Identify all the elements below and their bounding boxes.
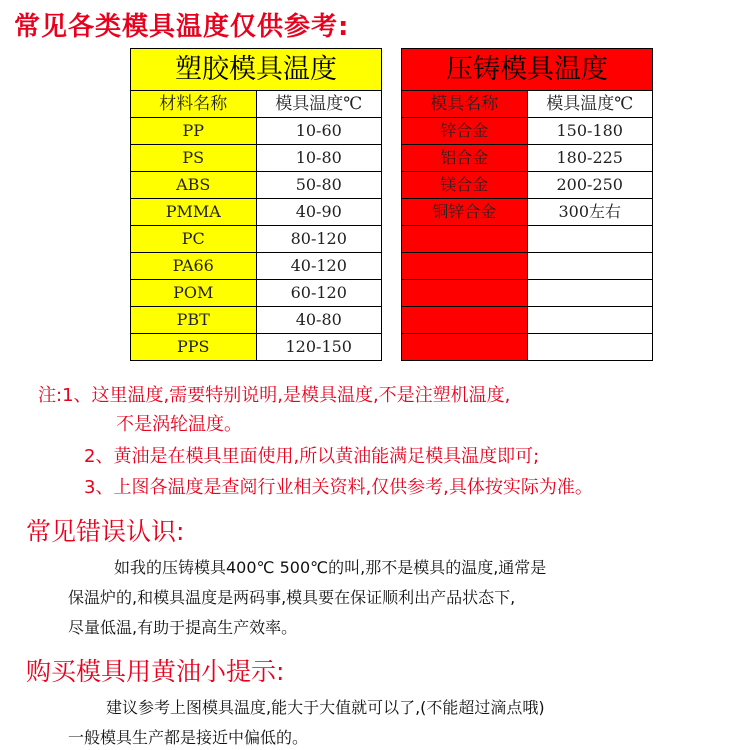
material-cell: 铜锌合金 (402, 199, 528, 226)
temp-cell (527, 226, 653, 253)
temp-cell: 180-225 (527, 145, 653, 172)
table-row (131, 199, 382, 226)
table-row (402, 118, 653, 145)
note-line-2: 2、黄油是在模具里面使用,所以黄油能满足模具温度即可; (84, 446, 540, 467)
temp-cell (527, 307, 653, 334)
diecast-mold-temp-table (401, 48, 653, 361)
temp-cell: 40-80 (256, 307, 382, 334)
table-row (402, 145, 653, 172)
tips-line-2: 一般模具生产都是接近中偏低的。 (68, 728, 309, 747)
material-cell: 镁合金 (402, 172, 528, 199)
material-cell: ABS (131, 172, 257, 199)
table-row (402, 307, 653, 334)
temp-cell: 300左右 (527, 199, 653, 226)
note-line-1b: 不是涡轮温度。 (116, 414, 242, 435)
col-header-material: 材料名称 (131, 91, 257, 118)
temp-cell: 80-120 (256, 226, 382, 253)
temp-cell: 10-80 (256, 145, 382, 172)
table-row (402, 280, 653, 307)
material-cell: 锌合金 (402, 118, 528, 145)
temp-cell: 200-250 (527, 172, 653, 199)
table-row (131, 172, 382, 199)
tips-line-1: 建议参考上图模具温度,能大于大值就可以了,(不能超过滴点哦) (106, 698, 545, 717)
table-row (131, 253, 382, 280)
diecast-table-title: 压铸模具温度 (402, 49, 653, 91)
temp-cell (527, 253, 653, 280)
table-row (131, 145, 382, 172)
table-row (402, 334, 653, 361)
table-row (131, 226, 382, 253)
material-cell (402, 280, 528, 307)
misconception-heading: 常见错误认识: (26, 517, 185, 546)
material-cell: PP (131, 118, 257, 145)
material-cell: 铝合金 (402, 145, 528, 172)
material-cell: PS (131, 145, 257, 172)
temp-cell: 40-120 (256, 253, 382, 280)
misconception-line-2: 保温炉的,和模具温度是两码事,模具要在保证顺利出产品状态下, (68, 588, 516, 607)
material-cell: PPS (131, 334, 257, 361)
col-header-mold: 模具名称 (402, 91, 528, 118)
temp-cell: 60-120 (256, 280, 382, 307)
col-header-temp: 模具温度℃ (527, 91, 653, 118)
temp-cell: 10-60 (256, 118, 382, 145)
table-header-row (131, 49, 382, 91)
misconception-line-3: 尽量低温,有助于提高生产效率。 (68, 618, 298, 637)
table-row (402, 253, 653, 280)
tips-heading: 购买模具用黄油小提示: (26, 657, 285, 686)
material-cell (402, 253, 528, 280)
material-cell (402, 307, 528, 334)
col-header-temp: 模具温度℃ (256, 91, 382, 118)
temp-cell (527, 334, 653, 361)
plastic-table-title: 塑胶模具温度 (131, 49, 382, 91)
temp-cell (527, 280, 653, 307)
material-cell (402, 226, 528, 253)
table-row (402, 172, 653, 199)
table-row (402, 199, 653, 226)
table-header-row (402, 49, 653, 91)
material-cell: PC (131, 226, 257, 253)
page-title: 常见各类模具温度仅供参考: (14, 12, 350, 42)
table-row (131, 334, 382, 361)
table-row (131, 307, 382, 334)
temp-cell: 150-180 (527, 118, 653, 145)
material-cell: POM (131, 280, 257, 307)
misconception-line-1: 如我的压铸模具400℃ 500℃的叫,那不是模具的温度,通常是 (114, 558, 547, 577)
material-cell (402, 334, 528, 361)
temp-cell: 120-150 (256, 334, 382, 361)
note-line-1: 注:1、这里温度,需要特别说明,是模具温度,不是注塑机温度, (38, 385, 511, 406)
table-row (402, 226, 653, 253)
table-column-header-row (131, 91, 382, 118)
temp-cell: 40-90 (256, 199, 382, 226)
table-row (131, 280, 382, 307)
table-row (131, 118, 382, 145)
plastic-mold-temp-table (130, 48, 382, 361)
material-cell: PA66 (131, 253, 257, 280)
table-column-header-row (402, 91, 653, 118)
temp-cell: 50-80 (256, 172, 382, 199)
material-cell: PBT (131, 307, 257, 334)
material-cell: PMMA (131, 199, 257, 226)
note-line-3: 3、上图各温度是查阅行业相关资料,仅供参考,具体按实际为准。 (84, 477, 593, 498)
